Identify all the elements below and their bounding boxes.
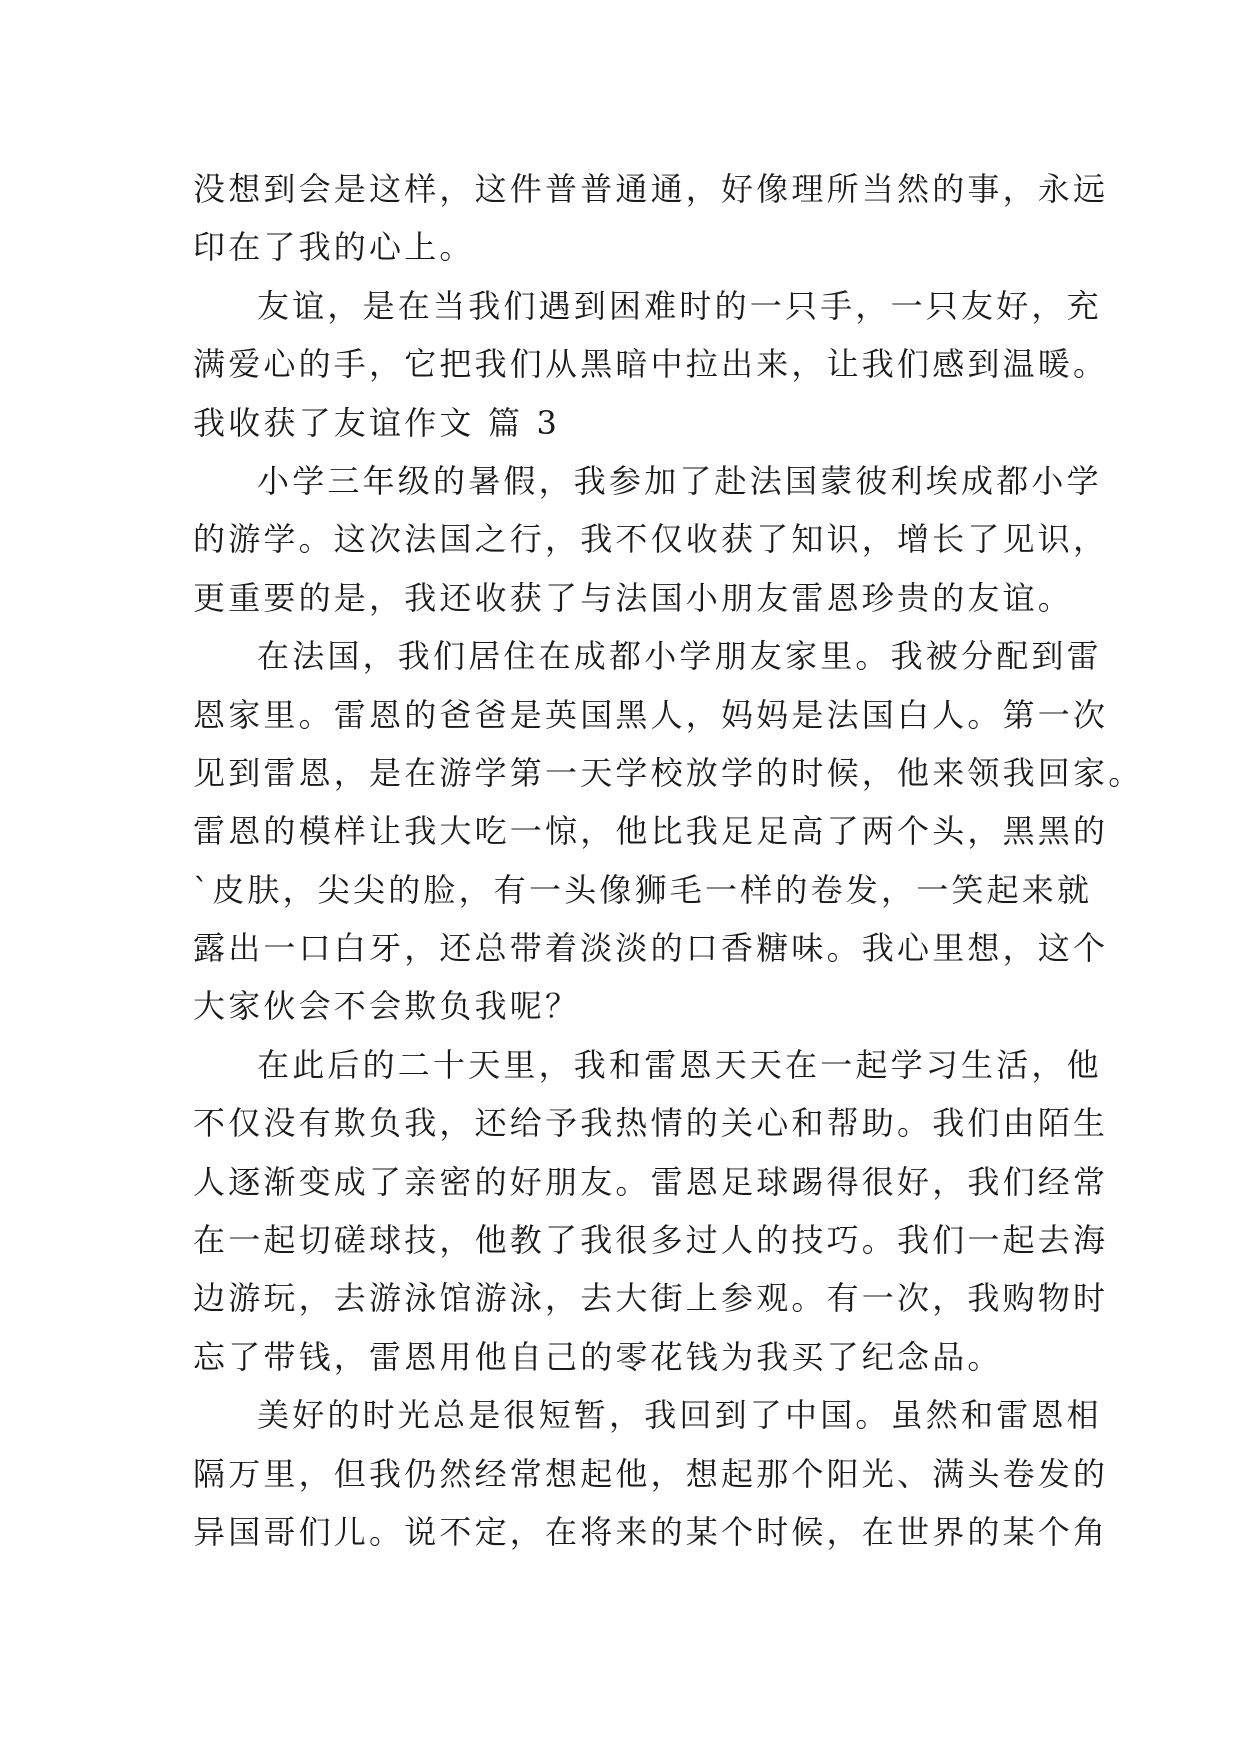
text-line: 露出一口白牙，还总带着淡淡的口香糖味。我心里想，这个 [193,929,1109,968]
paragraph-start-line: 在此后的二十天里，我和雷恩天天在一起学习生活，他 [257,1045,1102,1084]
text-line: 恩家里。雷恩的爸爸是英国黑人，妈妈是法国白人。第一次 [193,695,1109,734]
essay-body [193,160,1144,1561]
text-line: 印在了我的心上。 [193,228,475,267]
text-line: 没想到会是这样，这件普普通通，好像理所当然的事，永远 [193,170,1109,208]
text-line: 的游学。这次法国之行，我不仅收获了知识，增长了见识， [193,520,1109,559]
text-line: 异国哥们儿。说不定，在将来的某个时候，在世界的某个角 [193,1512,1109,1551]
paragraph-start-line: 美好的时光总是很短暂，我回到了中国。虽然和雷恩相 [257,1396,1102,1435]
text-line: 满爱心的手，它把我们从黑暗中拉出来，让我们感到温暖。 [193,345,1109,384]
text-line: 隔万里，但我仍然经常想起他，想起那个阳光、满头卷发的 [193,1454,1109,1493]
text-line: 不仅没有欺负我，还给予我热情的关心和帮助。我们由陌生 [193,1104,1109,1143]
text-line: 更重要的是，我还收获了与法国小朋友雷恩珍贵的友谊。 [193,578,1074,617]
text-line: 见到雷恩，是在游学第一天学校放学的时候，他来领我回家。 [193,753,1144,792]
text-line: 边游玩，去游泳馆游泳，去大街上参观。有一次，我购物时 [193,1279,1109,1318]
paragraph-start-line: 小学三年级的暑假，我参加了赴法国蒙彼利埃成都小学 [257,461,1102,500]
text-line: 雷恩的模样让我大吃一惊，他比我足足高了两个头，黑黑的 [193,812,1109,851]
text-line: 人逐渐变成了亲密的好朋友。雷恩足球踢得很好，我们经常 [193,1162,1109,1201]
text-line: 忘了带钱，雷恩用他自己的零花钱为我买了纪念品。 [193,1337,1003,1376]
text-line: 大家伙会不会欺负我呢？ [193,987,581,1026]
paragraph-start-line: 在法国，我们居住在成都小学朋友家里。我被分配到雷 [257,637,1102,676]
section-heading: 我收获了友谊作文 篇 3 [193,403,561,442]
paragraph-start-line: 友谊，是在当我们遇到困难时的一只手，一只友好，充 [257,286,1102,325]
text-line: `皮肤，尖尖的脸，有一头像狮毛一样的卷发，一笑起来就 [193,870,1093,909]
text-line: 在一起切磋球技，他教了我很多过人的技巧。我们一起去海 [193,1221,1109,1260]
